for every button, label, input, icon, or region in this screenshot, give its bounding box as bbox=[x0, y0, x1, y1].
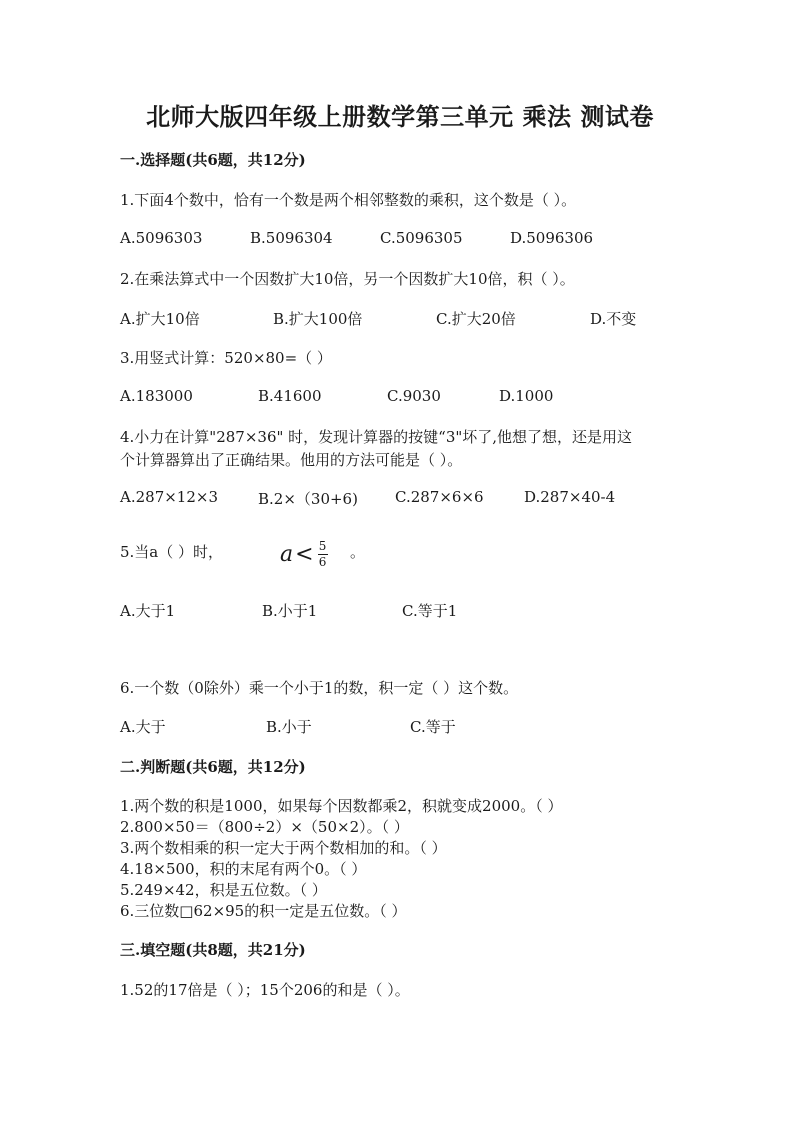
judgement-item: 5.249×42，积是五位数。（ ） bbox=[120, 881, 327, 899]
judgement-item: 6.三位数□62×95的积一定是五位数。（ ） bbox=[120, 902, 407, 920]
option-a: A.大于1 bbox=[120, 602, 176, 620]
section-heading-choice: 一.选择题(共6题，共12分) bbox=[120, 151, 306, 169]
math-inequality bbox=[280, 536, 328, 572]
option-a: A.287×12×3 bbox=[120, 488, 218, 506]
question-text: 1.下面4个数中，恰有一个数是两个相邻整数的乘积，这个数是（ ）。 bbox=[120, 191, 577, 209]
math-variable: a bbox=[280, 541, 294, 567]
option-c: C.287×6×6 bbox=[395, 488, 484, 506]
option-b: B.5096304 bbox=[250, 229, 333, 247]
question-text: 6.一个数（0除外）乘一个小于1的数，积一定（ ）这个数。 bbox=[120, 679, 519, 697]
question-text: 2.在乘法算式中一个因数扩大10倍，另一个因数扩大10倍，积（ ）。 bbox=[120, 270, 575, 288]
option-d: D.1000 bbox=[499, 387, 554, 405]
judgement-item: 3.两个数相乘的积一定大于两个数相加的和。（ ） bbox=[120, 839, 447, 857]
fraction-denominator: 6 bbox=[318, 554, 327, 569]
math-tail-punct: 。 bbox=[350, 543, 366, 561]
fill-in-item: 1.52的17倍是（ ）；15个206的和是（ ）。 bbox=[120, 981, 410, 999]
option-c: C.扩大20倍 bbox=[436, 310, 516, 328]
judgement-item: 4.18×500，积的末尾有两个0。（ ） bbox=[120, 860, 367, 878]
option-a: A.183000 bbox=[120, 387, 193, 405]
option-b: B.扩大100倍 bbox=[273, 310, 363, 328]
section-heading-judgement: 二.判断题(共6题，共12分) bbox=[120, 758, 306, 776]
option-b: B.小于 bbox=[266, 718, 312, 736]
option-b: B.2×（30+6) bbox=[258, 490, 358, 508]
option-d: D.5096306 bbox=[510, 229, 594, 247]
option-c: C.等于1 bbox=[402, 602, 458, 620]
option-b: B.小于1 bbox=[262, 602, 318, 620]
math-operator: < bbox=[295, 541, 314, 567]
option-b: B.41600 bbox=[258, 387, 322, 405]
math-fraction bbox=[318, 540, 328, 569]
question-text: 3.用竖式计算：520×80=（ ） bbox=[120, 349, 332, 367]
option-c: C.5096305 bbox=[380, 229, 463, 247]
question-text: 5.当a（ ）时， bbox=[120, 543, 224, 561]
option-a: A.大于 bbox=[120, 718, 166, 736]
question-text-line2: 个计算器算出了正确结果。他用的方法可能是（ ）。 bbox=[120, 451, 463, 469]
question-text-line1: 4.小力在计算"287×36" 时，发现计算器的按键“3"坏了,他想了想，还是用这 bbox=[120, 428, 633, 446]
option-d: D.不变 bbox=[590, 310, 637, 328]
option-c: C.等于 bbox=[410, 718, 456, 736]
fraction-numerator: 5 bbox=[318, 538, 327, 553]
option-c: C.9030 bbox=[387, 387, 441, 405]
section-heading-fill-in: 三.填空题(共8题，共21分) bbox=[120, 941, 306, 959]
judgement-item: 1.两个数的积是1000，如果每个因数都乘2，积就变成2000。（ ） bbox=[120, 797, 563, 815]
option-a: A.扩大10倍 bbox=[120, 310, 200, 328]
option-d: D.287×40-4 bbox=[524, 488, 616, 506]
option-a: A.5096303 bbox=[120, 229, 203, 247]
judgement-item: 2.800×50＝（800÷2）×（50×2）。（ ） bbox=[120, 818, 409, 836]
page-title: 北师大版四年级上册数学第三单元 乘法 测试卷 bbox=[146, 102, 654, 131]
